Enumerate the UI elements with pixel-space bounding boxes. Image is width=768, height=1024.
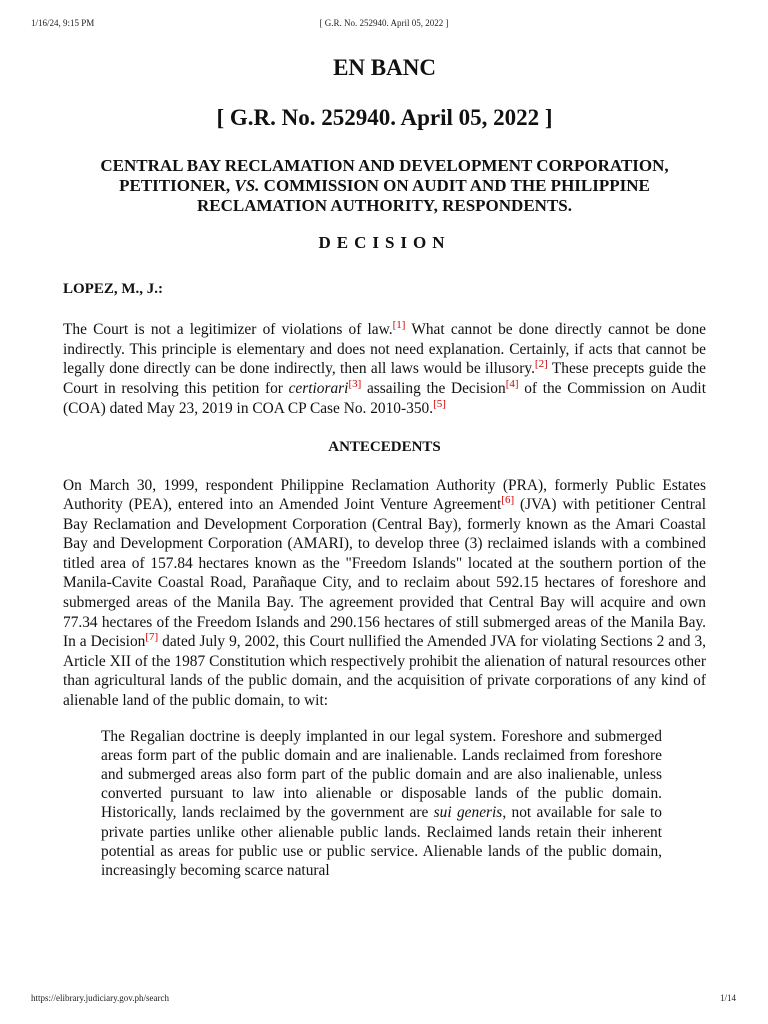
footnote-link-3[interactable]: [3] [348,378,362,391]
case-number: [ G.R. No. 252940. April 05, 2022 ] [216,105,553,130]
page-number: 1/14 [719,993,736,1003]
footnote-link-2[interactable]: [2] [534,358,548,371]
footnote-link-1[interactable]: [1] [392,319,406,331]
sui-generis-term: sui generis [433,804,503,822]
footnote-link-7[interactable]: [7] [145,631,159,644]
block-quote: The Regalian doctrine is deeply implanted in our legal system. Foreshore and submerged areas form part of the public domain and are inalienable. Lands reclaimed from foreshore and submerged areas also form part of the public domain and are also inalienable, unless converted pursuant to law into alienable or disposable lands of the public domain. Historically, lands reclaimed by the government are sui generis, not available for sale to private parties unlike other alienable public lands. Reclaimed lands retain their inherent potential as areas for public use or public service. Alienable lands of the public domain, increasingly becoming scarce natural [101,727,663,880]
paragraph-antecedents: On March 30, 1999, respondent Philippine Reclamation Authority (PRA), formerly Public Estates Authority (PEA), entered into an Amended Joint Venture Agreement[6] (JVA) with petitioner Central Bay Reclamation and Development Corporation (Central Bay), formerly known as the Amari Coastal Bay and Development Corporation (AMARI), to develop three (3) reclaimed islands with a combined titled area of 157.84 hectares known as the "Freedom Islands" located at the southern portion of the Manila-Cavite Coastal Road, Parañaque City, and to reclaim about 592.15 hectares of foreshore and submerged areas of the Manila Bay. The agreement provided that Central Bay will acquire and own 77.34 hectares of the Freedom Islands and 290.156 hectares of still submerged areas of the Manila Bay. In a Decision[7] dated July 9, 2002, this Court nullified the Amended JVA for violating Sections 2 and 3, Article XII of the 1987 Constitution which respectively prohibit the alienation of natural resources other than agricultural lands of the public domain, and the acquisition of private corporations of any kind of alienable land of the public domain, to wit: [63,476,707,710]
print-url: https://elibrary.judiciary.gov.ph/search [31,993,169,1003]
ponente: LOPEZ, M., J.: [63,281,163,297]
print-datetime: 1/16/24, 9:15 PM [31,18,95,28]
certiorari-term: certiorari [288,380,349,398]
document-body [63,52,706,880]
footnote-link-6[interactable]: [6] [501,494,515,507]
versus-label: VS. [234,176,260,195]
case-parties: CENTRAL BAY RECLAMATION AND DEVELOPMENT CORPORATION, PETITIONER, VS. COMMISSION ON AUDIT AND THE PHILIPPINE RECLAMATION AUTHORITY, RESPONDENTS. [100,156,669,215]
section-heading-antecedents: ANTECEDENTS [328,438,441,455]
print-title: [ G.R. No. 252940. April 05, 2022 ] [319,18,449,28]
decision-heading: DECISION [318,233,451,252]
paragraph-intro: The Court is not a legitimizer of violations of law.[1] What cannot be done directly cannot be done indirectly. This principle is elementary and does not need explanation. Certainly, if acts that cannot be legally done directly can be done indirectly, then all laws would be illusory.[2] These precepts guide the Court in resolving this petition for certiorari[3] assailing the Decision[4] of the Commission on Audit (COA) dated May 23, 2019 in COA CP Case No. 2010-350.[5] [63,319,706,417]
court-division: EN BANC [333,55,436,80]
footnote-link-5[interactable]: [5] [433,397,446,410]
footnote-link-4[interactable]: [4] [505,378,519,391]
